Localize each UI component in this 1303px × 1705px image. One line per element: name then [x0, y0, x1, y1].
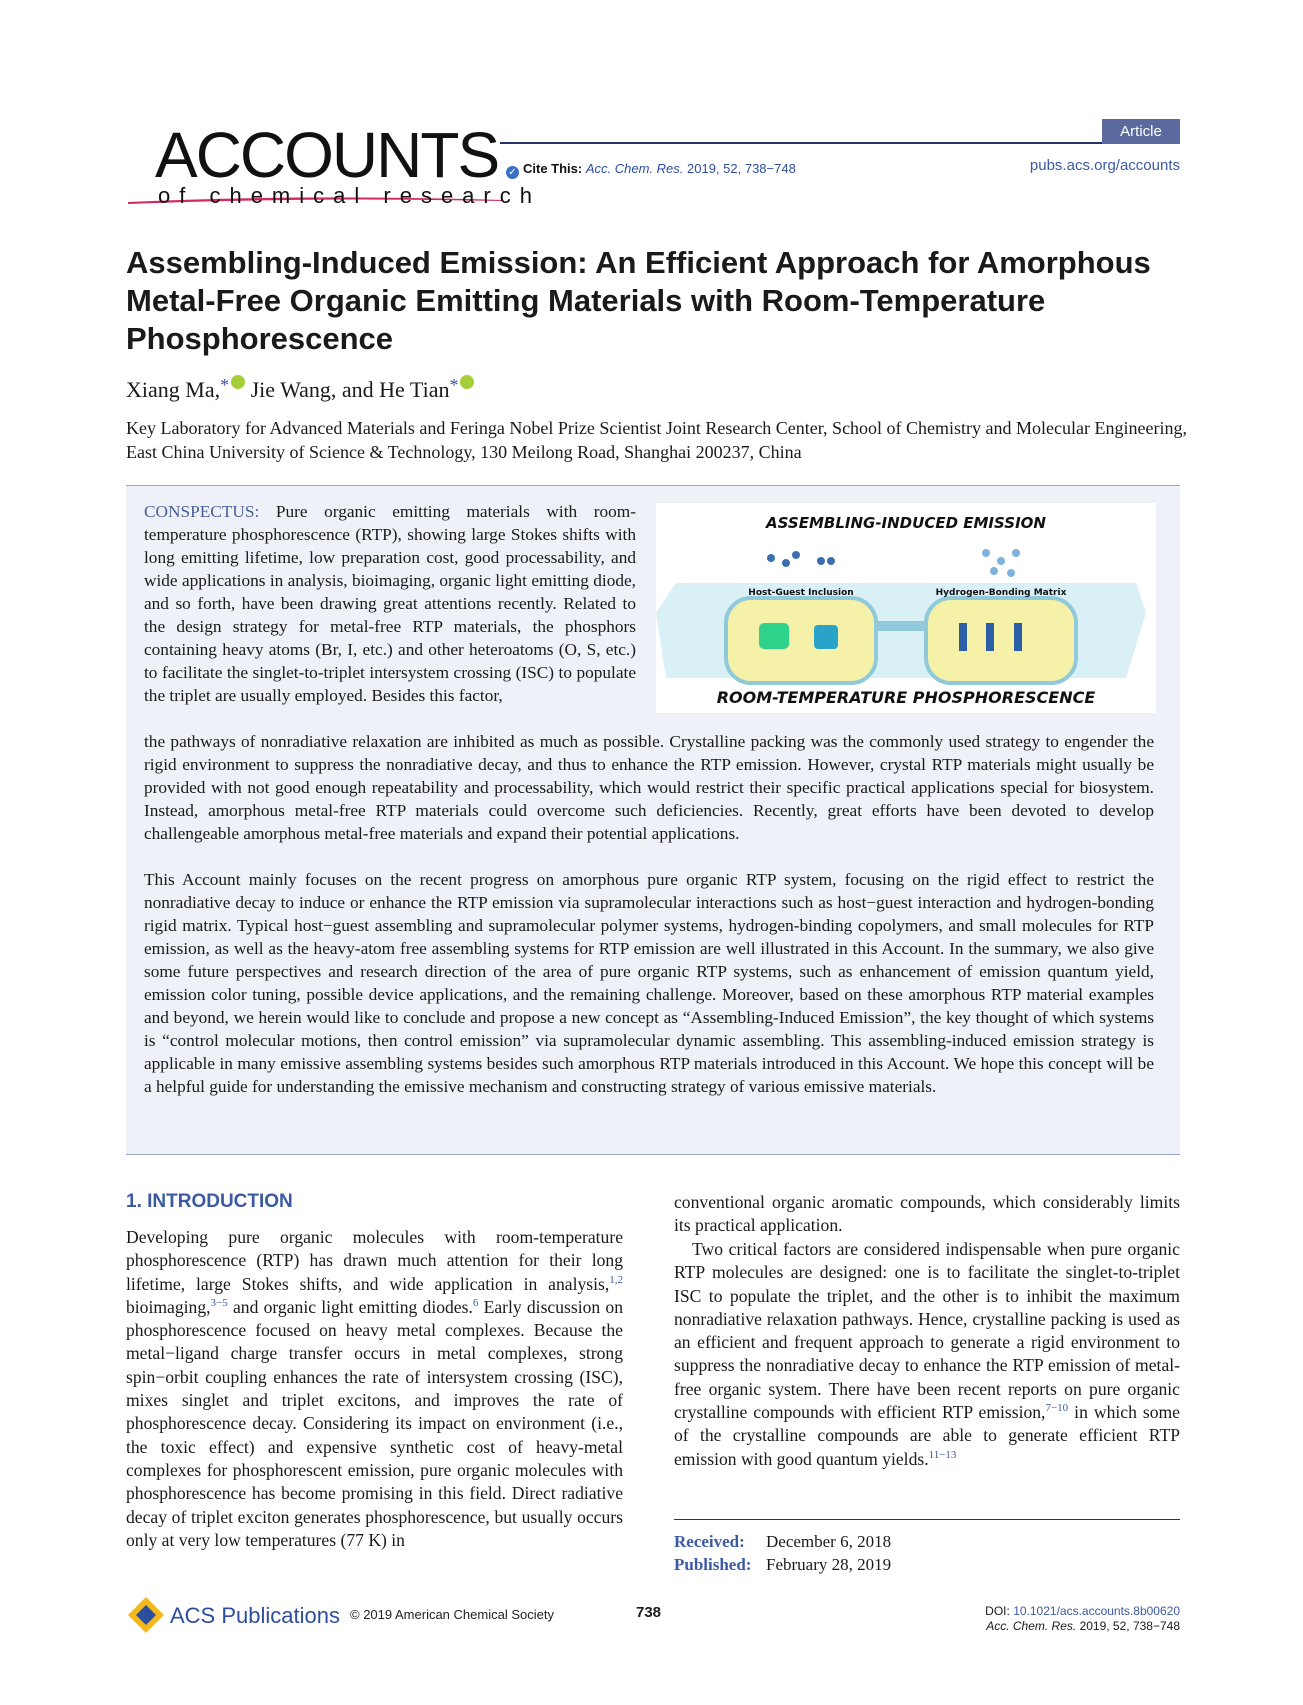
- dates-rule: [674, 1519, 1180, 1520]
- cite-label: Cite This:: [523, 161, 583, 176]
- cite-this[interactable]: [506, 160, 796, 179]
- reference-link[interactable]: 3−5: [210, 1296, 228, 1309]
- intro-paragraph-2: conventional organic aromatic compounds, which considerably limits its practical application.: [674, 1192, 1180, 1236]
- corresponding-asterisk: *: [220, 375, 230, 395]
- conspectus-paragraph-1a: CONSPECTUS: Pure organic emitting materials with room-temperature phosphorescence (RTP), showing large Stokes shifts with long emitting lifetime, low preparation cost, good processability, and wide applications in analysis, bioimaging, organic light emitting diode, and so forth, have been drawing great attentions recently. Related to the design strategy for metal-free RTP materials, the phosphors containing heavy atoms (Br, I, etc.) and other heteroatoms (O, S, etc.) to facilitate the singlet-to-triplet intersystem crossing (ISC) to populate the triplet are usually employed. Besides this factor,: [144, 502, 636, 705]
- received-date: Received: December 6, 2018: [674, 1532, 892, 1551]
- reference-link[interactable]: 6: [472, 1296, 479, 1309]
- conspectus-paragraph-2: This Account mainly focuses on the recent progress on amorphous pure organic RTP system, focusing on the rigid effect to restrict the nonradiative decay to induce or enhance the RTP emission via supramolecular interactions such as host−guest interaction and hydrogen-bonding rigid matrix. Typical host−guest assembling and supramolecular polymer systems, hydrogen-binding copolymers, and small molecules for RTP emission, as well as the heavy-atom free assembling systems for RTP emission are well illustrated in this Account. In the summary, we also give some future perspectives and research direction of the area of pure organic RTP systems, such as enhancement of emission quantum yield, emission color tuning, possible device applications, and the remaining challenge. Moreover, based on these amorphous RTP material examples and beyond, we herein would like to conclude and propose a new concept as “Assembling-Induced Emission”, the key thought of which systems is “control molecular motions, then control emission” via supramolecular dynamic assembling. This assembling-induced emission strategy is applicable in many emissive assembling systems besides such amorphous RTP materials introduced in this Account. We hope this concept will be a helpful guide for understanding the emissive mechanism and constructing strategy of various emissive materials.: [144, 870, 1154, 1096]
- conspectus-heading: CONSPECTUS:: [144, 502, 260, 521]
- reference-link[interactable]: 1,2: [609, 1273, 623, 1286]
- author-wang-tian[interactable]: Jie Wang, and He Tian: [250, 377, 450, 402]
- orcid-icon[interactable]: [460, 375, 474, 389]
- journal-logo-title: ACCOUNTS: [155, 119, 499, 191]
- graphic-top-text: ASSEMBLING-INDUCED EMISSION: [766, 514, 1046, 532]
- journal-logo-subtitle: of chemical research: [158, 183, 541, 208]
- conspectus-paragraph-1b: the pathways of nonradiative relaxation are inhibited as much as possible. Crystalline packing was the commonly used strategy to engender the rigid environment to suppress the nonradiative decay, and thus to enhance the RTP emission. However, crystal RTP materials might usually be provided with not good enough repeatability and processability, which would restrict their specific practical applications special for biosystem. Instead, amorphous metal-free RTP materials could overcome such deficiencies. Recently, great efforts have been devoted to develop challengeable amorphous metal-free materials and expand their potential applications.: [144, 732, 1154, 843]
- intro-paragraph-3: Two critical factors are considered indispensable when pure organic RTP molecules are designed: one is to facilitate the singlet-to-triplet ISC to populate the triplet, and the other is to inhibit the maximum nonradiative relaxation pathways. Hence, crystalline packing is used as an efficient and frequent approach to generate a rigid environment to suppress the nonradiative decay to enhance the RTP emission of metal-free organic system. There have been recent reports on pure organic crystalline compounds with efficient RTP emission,$^{7-10}$ in which some of the crystalline compounds are able to generate efficient RTP emission with good quantum yields.$^{11-13}$: [674, 1239, 1180, 1469]
- toc-graphic: [656, 503, 1156, 713]
- acs-logo-icon[interactable]: [126, 1595, 166, 1635]
- article-title: Assembling-Induced Emission: An Efficient Approach for Amorphous Metal-Free Organic Emitting Materials with Room-Temperature Phosphorescence: [126, 245, 1151, 356]
- graphic-right-label: Hydrogen-Bonding Matrix: [935, 588, 1067, 598]
- orcid-icon[interactable]: [231, 375, 245, 389]
- page-number: 738: [636, 1604, 662, 1621]
- section-heading-introduction: 1. INTRODUCTION: [126, 1191, 293, 1212]
- published-date: Published: February 28, 2019: [674, 1555, 892, 1574]
- doi-block: DOI: 10.1021/acs.accounts.8b00620 Acc. Chem. Res. 2019, 52, 738−748: [985, 1604, 1180, 1633]
- check-icon: ✓: [506, 166, 519, 179]
- reference-link[interactable]: 7−10: [1045, 1402, 1069, 1415]
- intro-paragraph-1: Developing pure organic molecules with room-temperature phosphorescence (RTP) has drawn much attention for their long lifetime, large Stokes shifts, and wide application in analysis,$^{1,2}$ bioimaging,$^{3-5}$ and organic light emitting diodes.$^6$ Early discussion on phosphorescence focused on heavy metal complexes. Because the metal−ligand charge transfer occurs in metal complexes, strong spin−orbit coupling enhances the rate of intersystem crossing (ISC), mixes singlet and triplet excitons, and improves the rate of phosphorescence decay. Considering its impact on environment (i.e., the toxic effect) and expensive synthetic cost of heavy-metal complexes for phosphorescent emission, pure organic molecules with phosphorescence has become promising in this field. Direct radiative decay of triplet exciton generates phosphorescence, but usually occurs only at very low temperatures (77 K) in: [126, 1227, 623, 1550]
- corresponding-asterisk: *: [449, 375, 459, 395]
- reference-link[interactable]: 11−13: [928, 1448, 957, 1461]
- author-list: [126, 371, 474, 404]
- host-guest-cube-icon: [759, 623, 789, 649]
- left-lens-icon: [726, 598, 876, 683]
- cite-details[interactable]: 2019, 52, 738−748: [687, 161, 796, 176]
- doi-link[interactable]: 10.1021/acs.accounts.8b00620: [1013, 1604, 1180, 1618]
- graphic-left-label: Host-Guest Inclusion: [748, 588, 854, 598]
- publisher-name[interactable]: ACS Publications: [170, 1603, 340, 1628]
- journal-url-link[interactable]: pubs.acs.org/accounts: [1029, 157, 1180, 174]
- article-type-badge: Article: [1102, 119, 1180, 144]
- affiliation: Key Laboratory for Advanced Materials and Feringa Nobel Prize Scientist Joint Research Center, School of Chemistry and Molecular Engineering, East China University of Science & Technology, 130 Meilong Road, Shanghai 200237, China: [126, 418, 1187, 462]
- right-lens-icon: [926, 598, 1076, 683]
- header-rule: [500, 142, 1180, 144]
- graphic-bottom-text: ROOM-TEMPERATURE PHOSPHORESCENCE: [716, 688, 1096, 707]
- host-guest-cup-icon: [814, 625, 838, 649]
- author-ma[interactable]: Xiang Ma,: [126, 377, 221, 402]
- copyright: © 2019 American Chemical Society: [350, 1607, 554, 1622]
- cite-journal[interactable]: Acc. Chem. Res.: [585, 161, 684, 176]
